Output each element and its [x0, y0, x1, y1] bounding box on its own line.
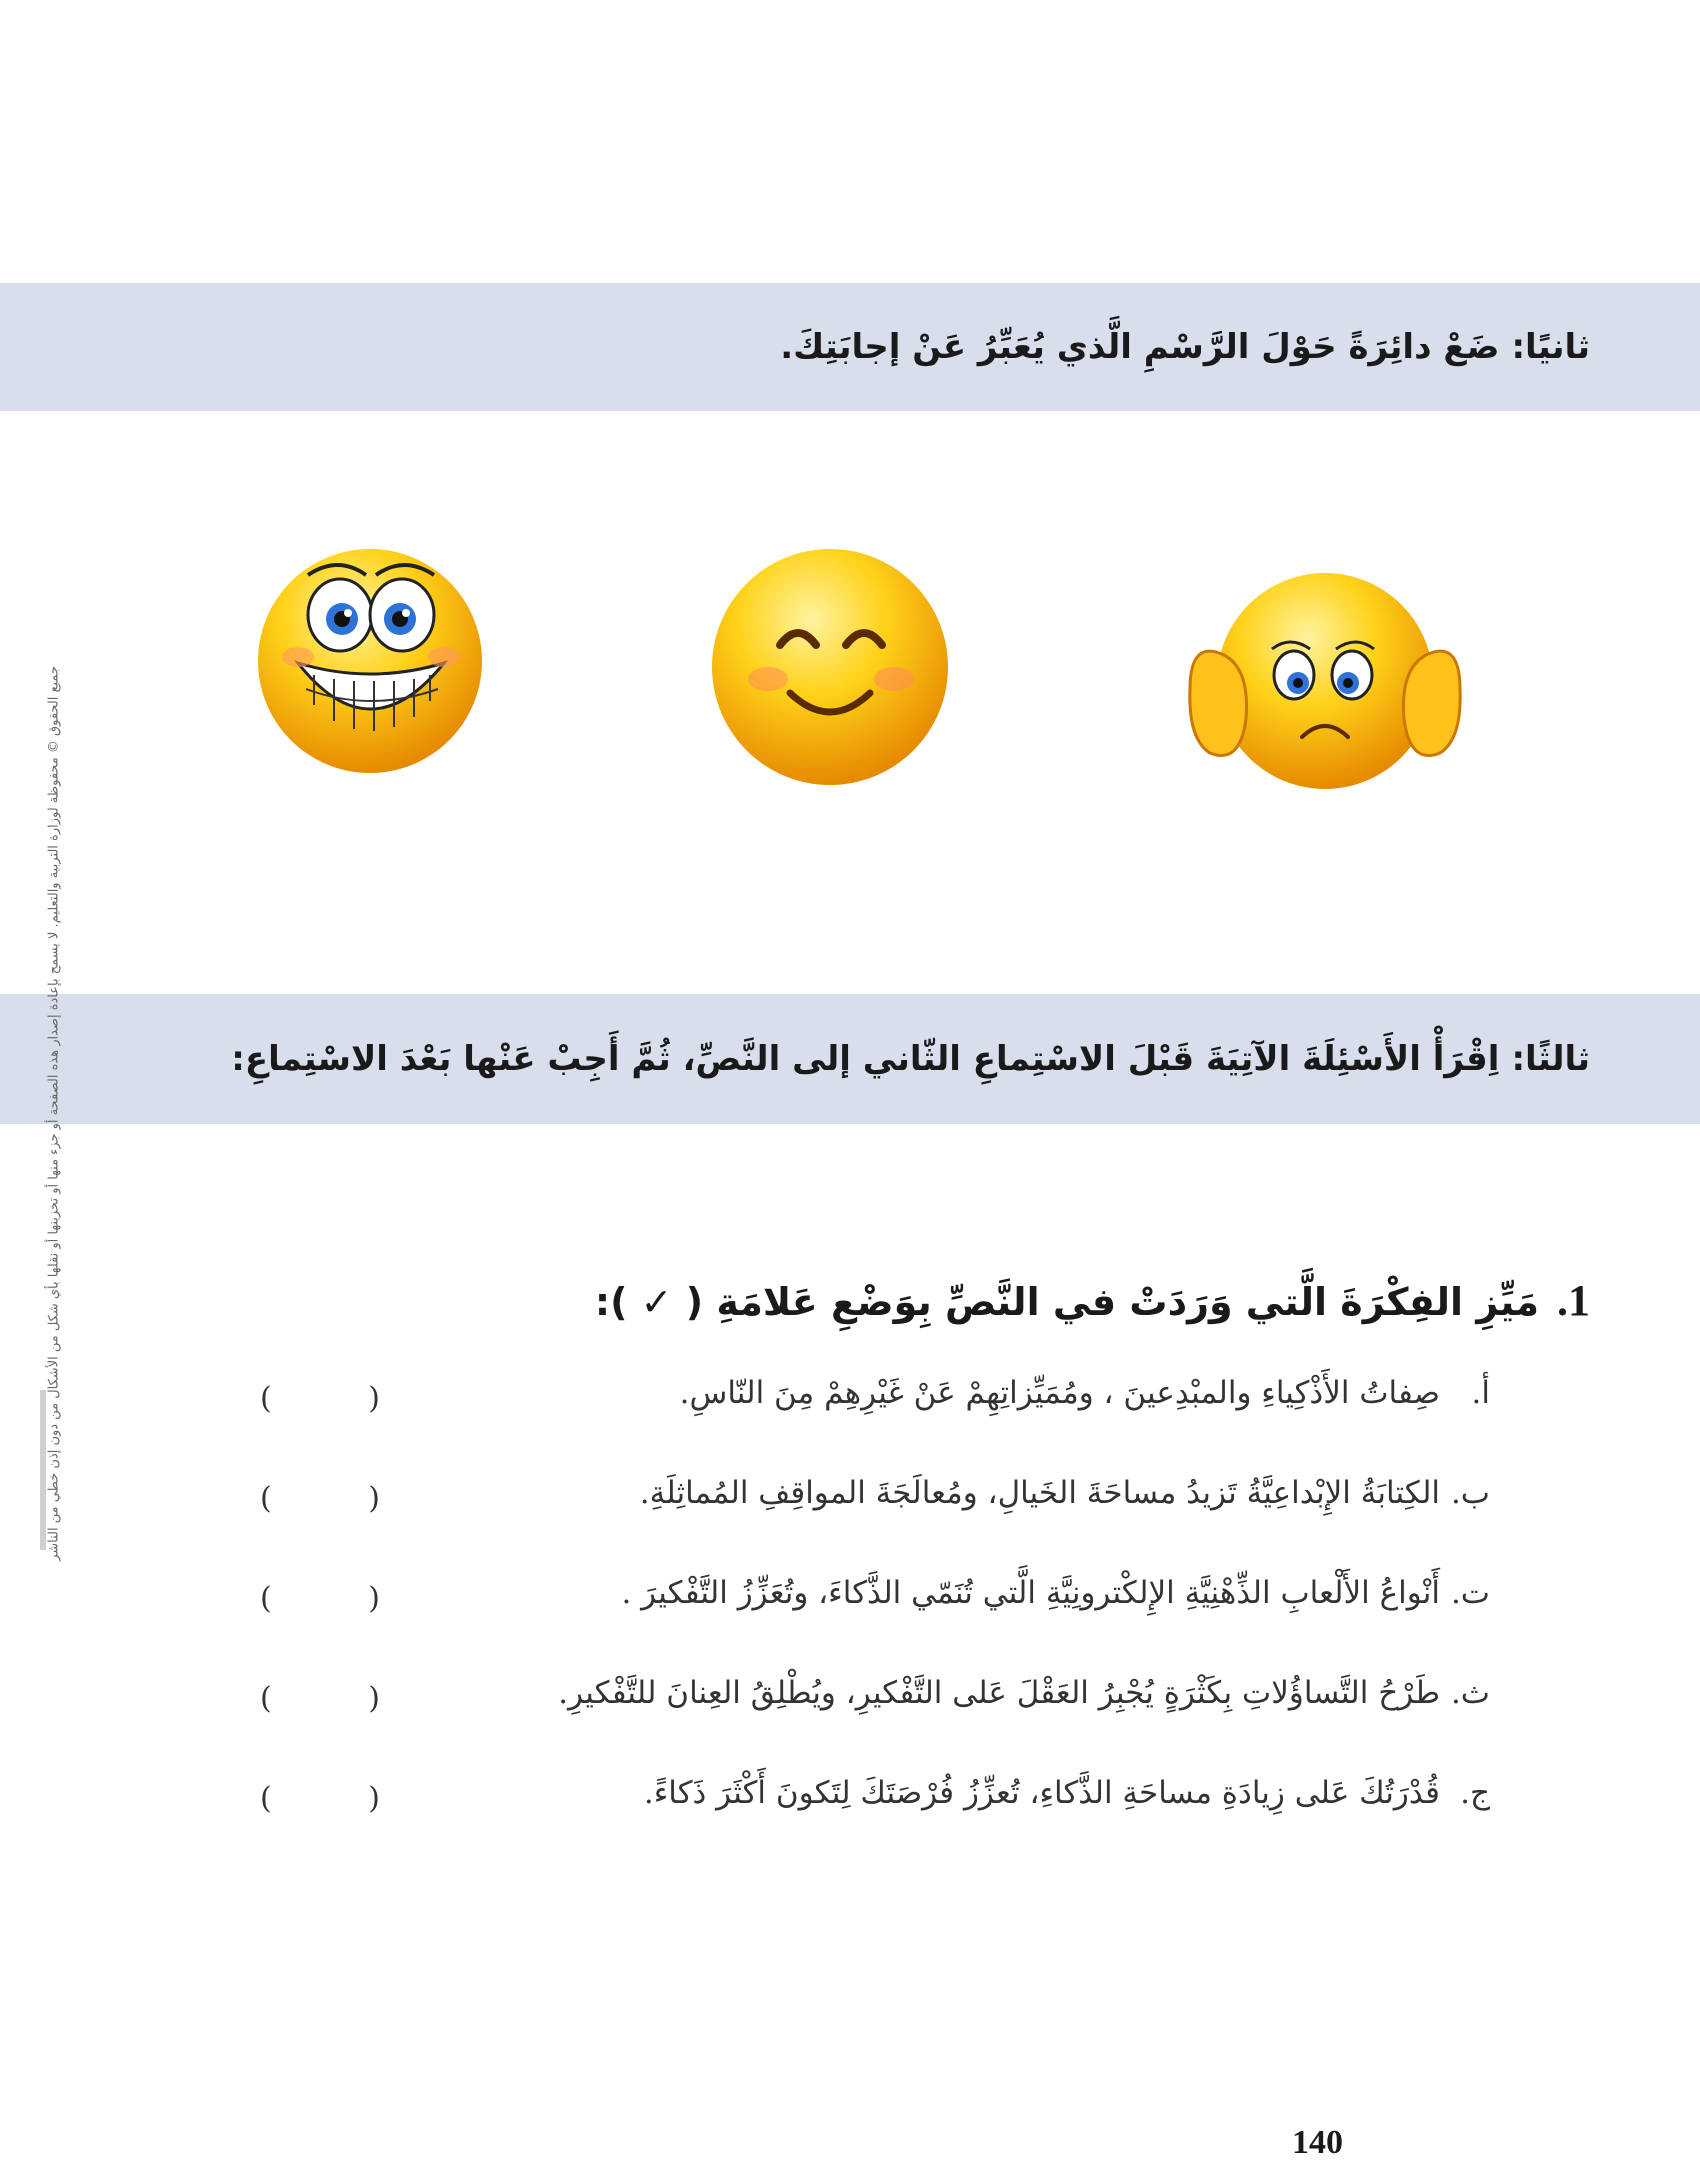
- paren-open: (: [260, 1381, 272, 1416]
- option-text: طَرْحُ التَّساؤُلاتِ بِكَثْرَةٍ يُجْبِرُ العَقْلَ عَلى التَّفْكيرِ، ويُطْلِقُ العِنانَ للتَّفْكيرِ.: [558, 1675, 1440, 1711]
- section-3-header: [0, 994, 1700, 1124]
- grinning-big-eyes-emoji-icon: [254, 545, 486, 777]
- option-letter: ث.: [1450, 1675, 1490, 1711]
- option-letter: ب.: [1450, 1475, 1490, 1511]
- section-3-instruction: [231, 994, 1590, 1124]
- copyright-note: جميع الحقوق © محفوظة لوزارة التربية والتعليم. لا يسمح بإعادة إصدار هذه الصفحة أو جزء منها أو تخزينها أو نقلها بأي شكل من الأشكال من دون إذن خطي من الناشر: [46, 666, 62, 1561]
- option-row: [260, 1775, 1490, 1875]
- section-2-label: ثانيًا:: [1511, 327, 1590, 367]
- paren-open: (: [260, 1481, 272, 1516]
- question-text: مَيِّزِ الفِكْرَةَ الَّتي وَرَدَتْ في النَّصِّ بِوَضْعِ عَلامَةِ ( ✓ ):: [594, 1280, 1539, 1324]
- paren-close: ): [368, 1481, 380, 1516]
- option-letter: ت.: [1450, 1575, 1490, 1611]
- option-text: قُدْرَتُكَ عَلى زِيادَةِ مساحَةِ الذَّكاءِ، تُعزِّزُ فُرْصَتَكَ لِتَكونَ أَكْثَرَ ذَكاءً.: [643, 1775, 1440, 1811]
- worried-hands-on-cheeks-emoji-icon: [1180, 569, 1470, 799]
- paren-close: ): [368, 1681, 380, 1716]
- paren-close: ): [368, 1581, 380, 1616]
- paren-close: ): [368, 1781, 380, 1816]
- section-2-instruction: [780, 283, 1590, 411]
- page-number: 140: [1292, 2124, 1343, 2161]
- content-smile-emoji-icon: [708, 545, 952, 789]
- answer-parentheses[interactable]: [260, 1381, 380, 1416]
- question-number: 1.: [1557, 1276, 1590, 1325]
- answer-parentheses[interactable]: [260, 1481, 380, 1516]
- option-letter: أ.: [1471, 1375, 1490, 1411]
- emoji-option-1[interactable]: [254, 545, 486, 781]
- section-2-header: [0, 283, 1700, 411]
- answer-parentheses[interactable]: [260, 1781, 380, 1816]
- option-text: أَنْواعُ الأَلْعابِ الذِّهْنِيَّةِ الإِلكْترونِيَّةِ الَّتي تُنَمّي الذَّكاءَ، وتُعَزِّزُ التَّفْكيرَ .: [621, 1575, 1440, 1611]
- section-3-text: اِقْرَأْ الأَسْئِلَةَ الآتِيَةَ قَبْلَ الاسْتِماعِ الثّاني إلى النَّصِّ، ثُمَّ أَجِبْ عَنْها بَعْدَ الاسْتِماعِ:: [231, 1039, 1500, 1079]
- emoji-option-2[interactable]: [708, 545, 952, 793]
- emoji-choices: [0, 545, 1700, 815]
- option-row: [260, 1575, 1490, 1675]
- side-copyright-strip: [40, 520, 68, 1720]
- option-row: [260, 1675, 1490, 1775]
- side-margin-mark: [40, 1390, 46, 1550]
- option-row: [260, 1475, 1490, 1575]
- answer-parentheses[interactable]: [260, 1681, 380, 1716]
- paren-open: (: [260, 1681, 272, 1716]
- paren-open: (: [260, 1581, 272, 1616]
- section-3-label: ثالثًا:: [1511, 1039, 1590, 1079]
- paren-close: ): [368, 1381, 380, 1416]
- question-1-title: [595, 1275, 1590, 1326]
- option-text: صِفاتُ الأَذْكِياءِ والمبْدِعينَ ، ومُمَيِّزاتِهِمْ عَنْ غَيْرِهِمْ مِنَ النّاسِ.: [679, 1375, 1440, 1411]
- answer-parentheses[interactable]: [260, 1581, 380, 1616]
- options-list: [260, 1375, 1490, 1875]
- option-row: [260, 1375, 1490, 1475]
- paren-open: (: [260, 1781, 272, 1816]
- section-2-text: ضَعْ دائِرَةً حَوْلَ الرَّسْمِ الَّذي يُعَبِّرُ عَنْ إجابَتِكَ.: [780, 327, 1500, 367]
- emoji-option-3[interactable]: [1180, 569, 1470, 803]
- option-letter: ج.: [1460, 1775, 1490, 1811]
- option-text: الكِتابَةُ الإِبْداعِيَّةُ تَزيدُ مساحَةَ الخَيالِ، ومُعالَجَةَ المواقِفِ المُماثِلَةِ.: [639, 1475, 1440, 1511]
